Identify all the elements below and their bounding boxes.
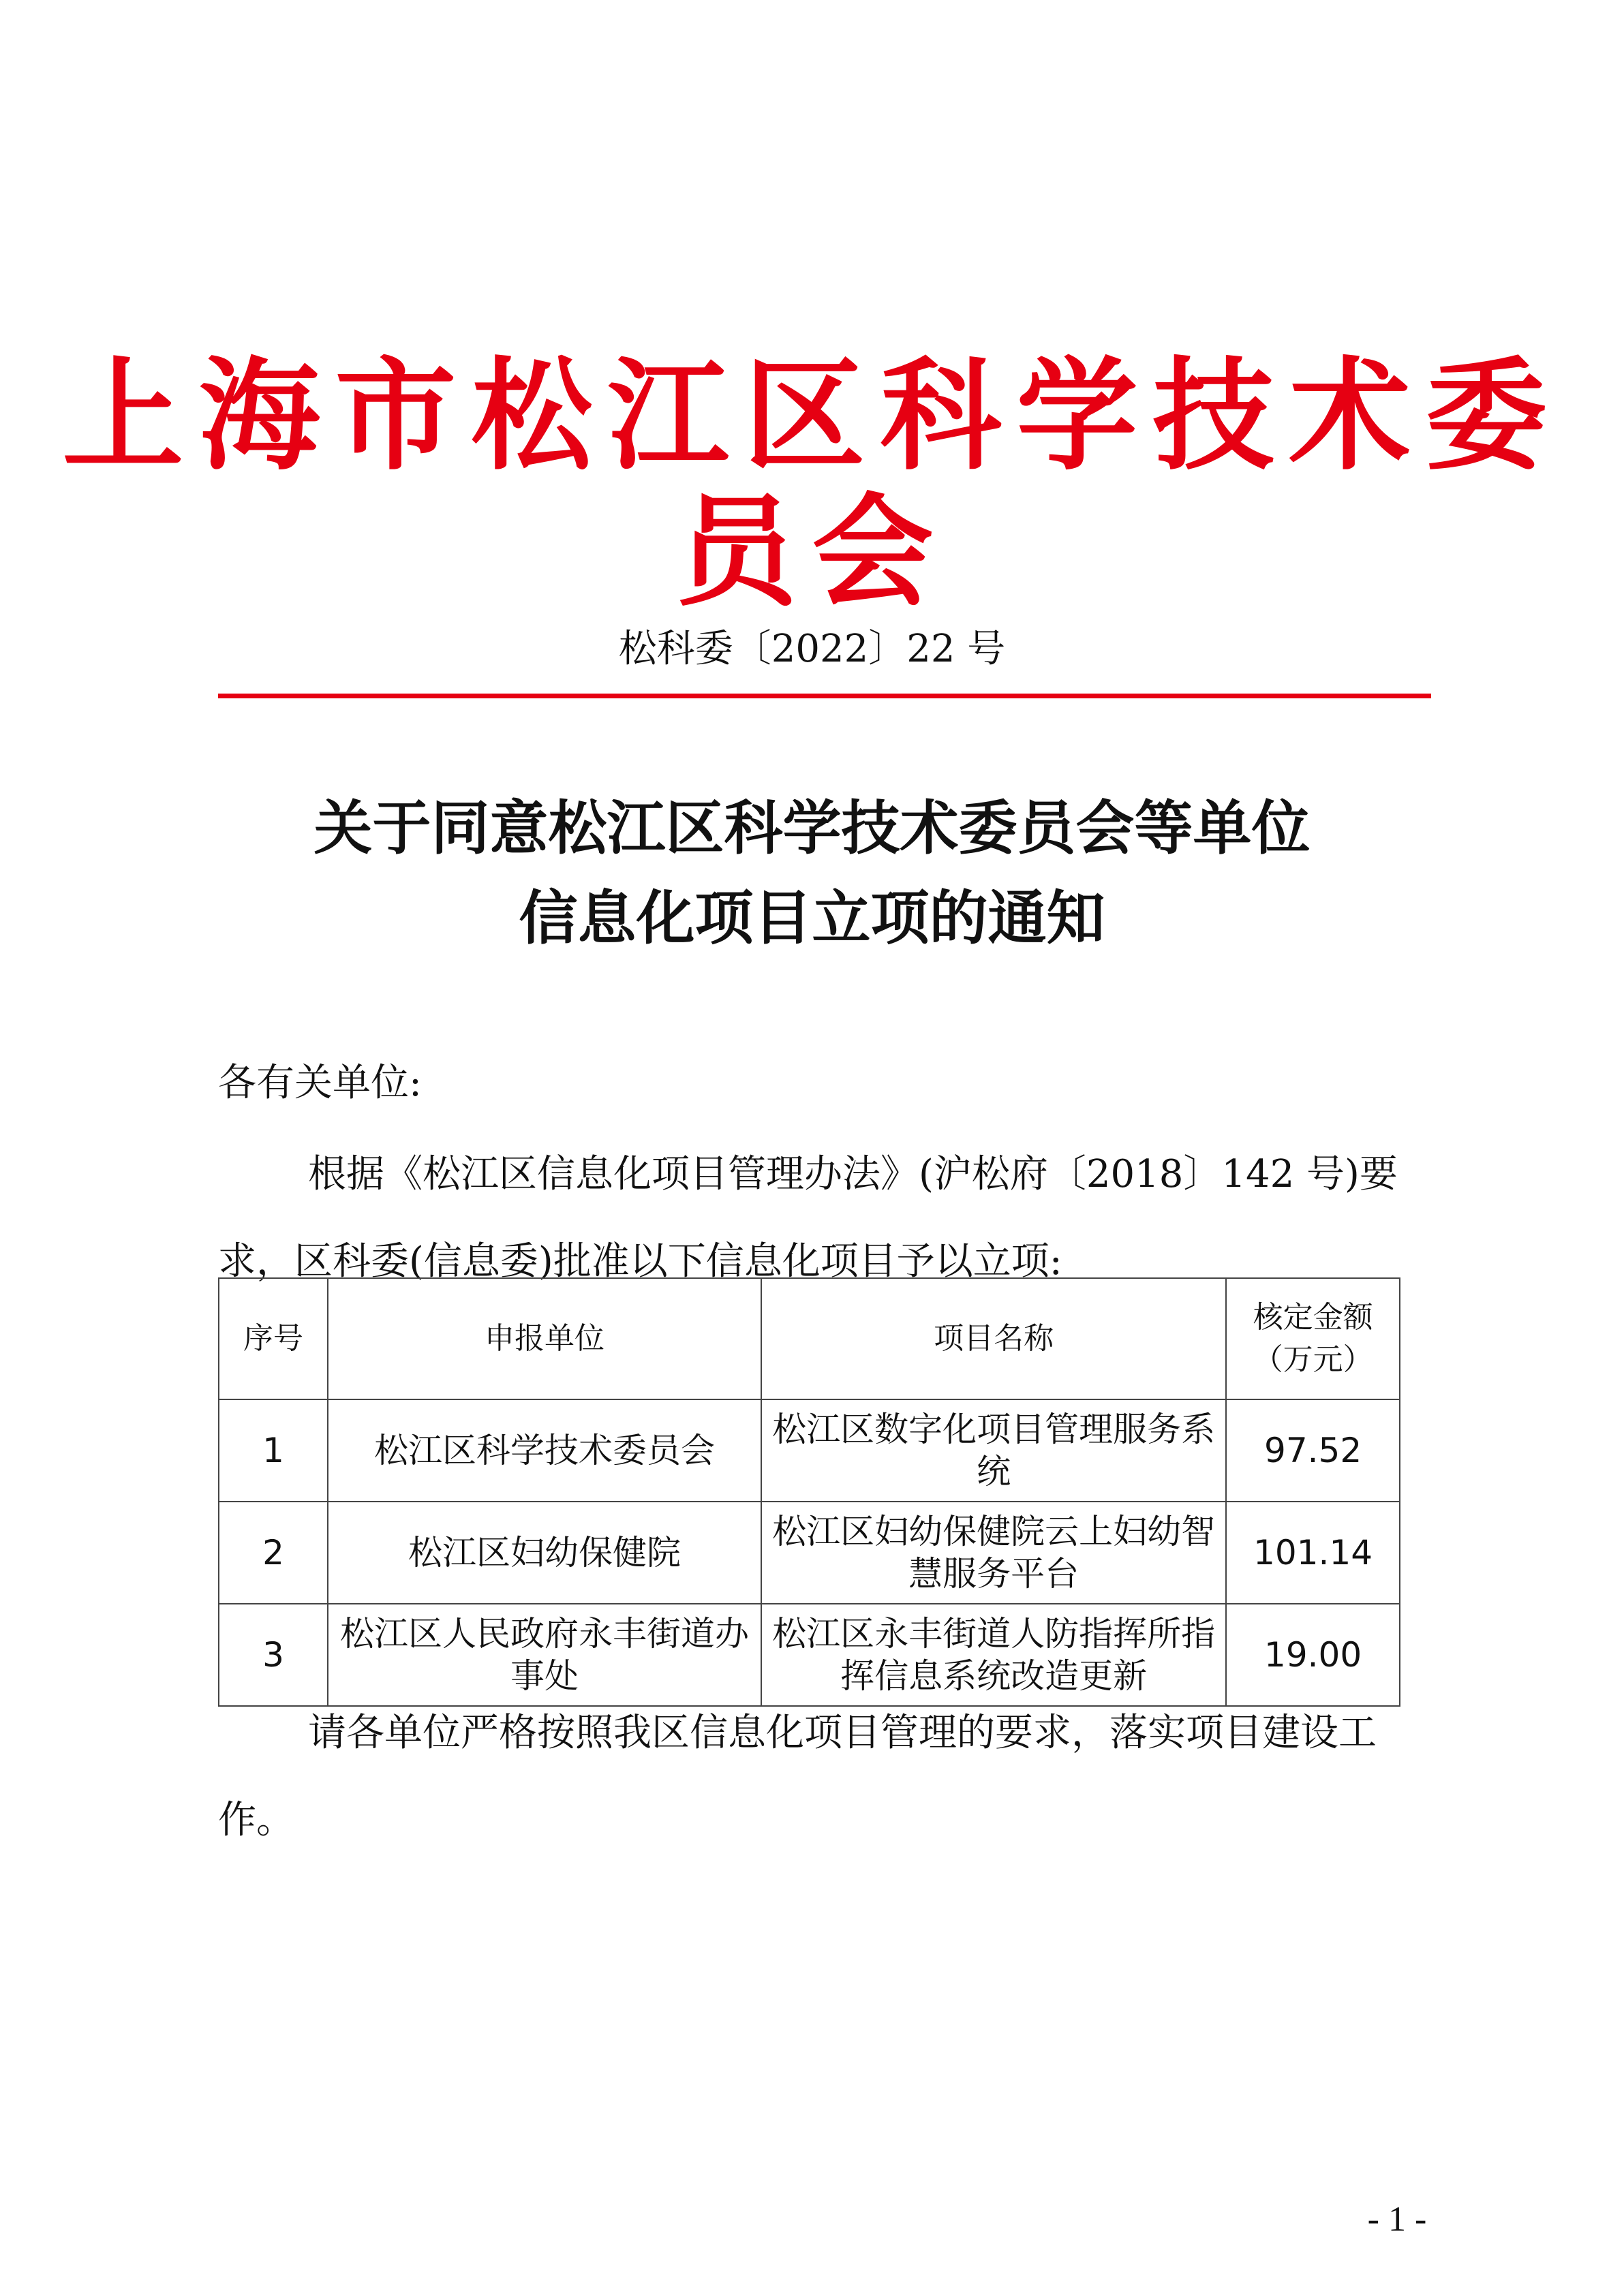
cell-applicant-unit: 松江区人民政府永丰街道办事处 xyxy=(328,1604,761,1706)
cell-approved-amount: 101.14 xyxy=(1226,1502,1400,1604)
notice-title xyxy=(0,784,1624,963)
table-row xyxy=(219,1502,1400,1604)
cell-applicant-unit: 松江区妇幼保健院 xyxy=(328,1502,761,1604)
header-applicant-unit: 申报单位 xyxy=(328,1278,761,1399)
body-paragraph-2 xyxy=(218,1690,1404,1864)
header-serial-no: 序号 xyxy=(219,1278,328,1399)
notice-title-line-1: 关于同意松江区科学技术委员会等单位 xyxy=(313,794,1311,863)
cell-approved-amount: 97.52 xyxy=(1226,1399,1400,1502)
cell-project-name: 松江区数字化项目管理服务系统 xyxy=(761,1399,1226,1502)
red-divider-line xyxy=(218,694,1431,698)
document-number: 松科委〔2022〕22 号 xyxy=(618,627,1006,671)
header-project-name: 项目名称 xyxy=(761,1278,1226,1399)
cell-project-name: 松江区永丰街道人防指挥所指挥信息系统改造更新 xyxy=(761,1604,1226,1706)
cell-serial-no: 3 xyxy=(219,1604,328,1706)
cell-approved-amount: 19.00 xyxy=(1226,1604,1400,1706)
header-approved-amount: 核定金额（万元） xyxy=(1226,1278,1400,1399)
issuing-organization-header: 上海市松江区科学技术委员会 xyxy=(62,344,1562,623)
project-table xyxy=(218,1277,1400,1707)
body-paragraph-1-text: 根据《松江区信息化项目管理办法》(沪松府〔2018〕142 号)要求，区科委(信息委)批准以下信息化项目予以立项: xyxy=(218,1152,1398,1284)
cell-project-name: 松江区妇幼保健院云上妇幼智慧服务平台 xyxy=(761,1502,1226,1604)
notice-title-line-2: 信息化项目立项的通知 xyxy=(519,884,1105,952)
table-header-row xyxy=(219,1278,1400,1399)
cell-serial-no: 2 xyxy=(219,1502,328,1604)
cell-serial-no: 1 xyxy=(219,1399,328,1502)
salutation: 各有关单位: xyxy=(218,1061,422,1105)
body-paragraph-2-text: 请各单位严格按照我区信息化项目管理的要求，落实项目建设工作。 xyxy=(218,1711,1377,1842)
cell-applicant-unit: 松江区科学技术委员会 xyxy=(328,1399,761,1502)
table-row xyxy=(219,1399,1400,1502)
page-number: - 1 - xyxy=(1367,2200,1427,2239)
